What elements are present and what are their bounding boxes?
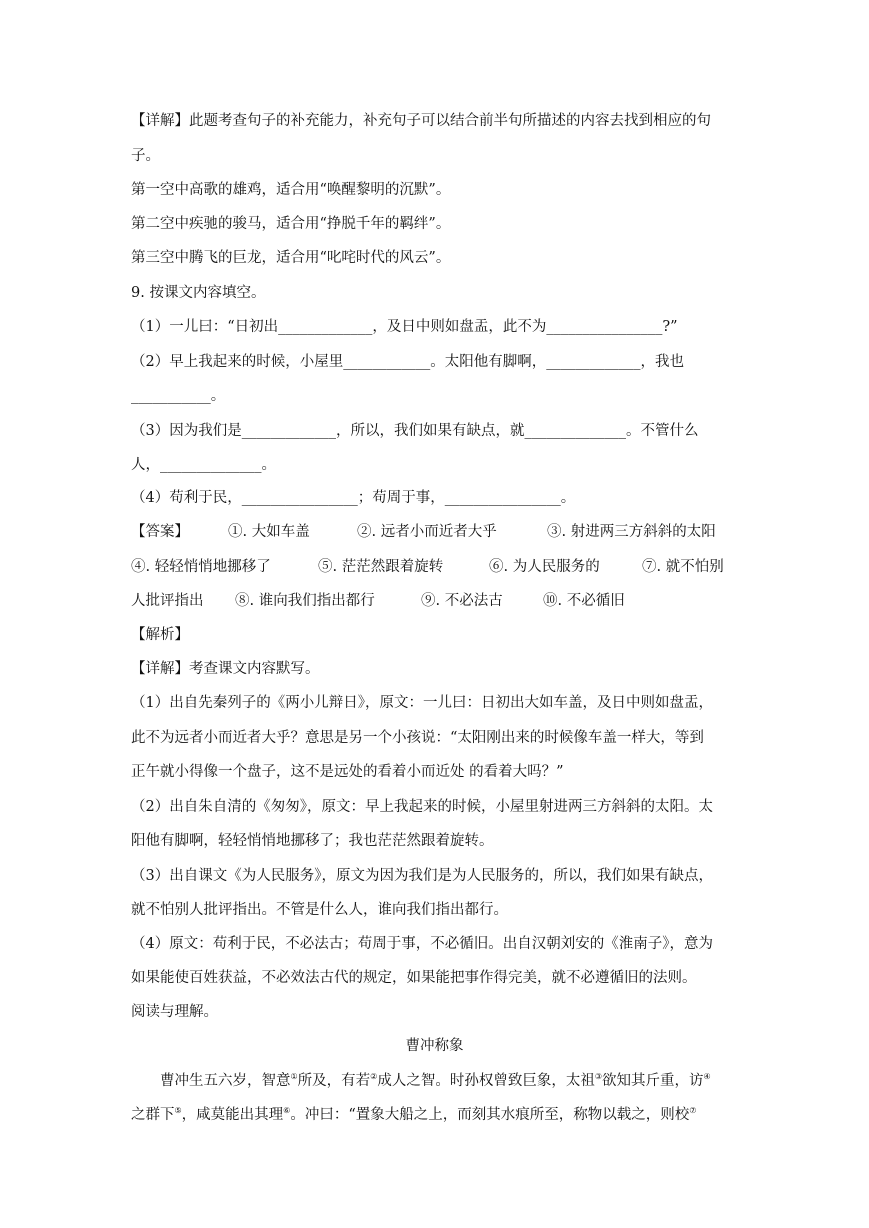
footnote-mark: ④ (703, 1072, 711, 1081)
detail-line: （1）出自先秦列子的《两小儿辩日》，原文：一儿曰：日初出大如车盖，及日中则如盘盂， (131, 695, 713, 711)
question-title: 9. 按课文内容填空。 (131, 285, 266, 301)
detail-line: （3）出自课文《为人民服务》，原文为因为我们是为人民服务的，所以，我们如果有缺点， (131, 868, 713, 884)
answer-option: ③. 射进两三方斜斜的太阳 (547, 524, 716, 540)
answer-option: 人批评指出 (131, 593, 204, 609)
answer-option: ⑨. 不必法古 (421, 593, 503, 609)
analysis-line: 第一空中高歌的雄鸡，适合用“唤醒黎明的沉默”。 (131, 182, 451, 198)
detail-line: （2）出自朱自清的《匆匆》，原文：早上我起来的时候，小屋里射进两三方斜斜的太阳。太 (131, 799, 713, 815)
answer-label: 【答案】 (131, 524, 189, 540)
answer-option: ⑤. 茫茫然跟着旋转 (318, 559, 444, 575)
analysis-label: 【解析】 (131, 627, 189, 643)
detail-line: 子。 (131, 148, 160, 164)
detail-line: 正午就小得像一个盘子，这不是远处的看着小而近处 的看着大吗？” (131, 764, 564, 780)
detail-line: 就不怕别人批评指出。不管是什么人，谁向我们指出都行。 (131, 902, 508, 918)
question-item: 人，______________。 (131, 457, 276, 473)
footnote-mark: ⑤ (174, 1106, 182, 1115)
detail-line: 阅读与理解。 (131, 1004, 218, 1020)
passage-title: 曹冲称象 (405, 1038, 464, 1054)
answer-option: ⑧. 谁向我们指出都行 (235, 593, 375, 609)
detail-line: 如果能使百姓获益，不必效法古代的规定，如果能把事作得完美，就不必遵循旧的法则。 (131, 970, 697, 986)
footnote-mark: ① (290, 1072, 298, 1081)
answer-option: ②. 远者小而近者大乎 (357, 524, 497, 540)
passage-line: 之群下⑤，咸莫能出其理⑥。冲曰：“置象大船之上，而刻其水痕所至，称物以载之，则校⑦ (131, 1106, 697, 1123)
question-item: （3）因为我们是_____________，所以，我们如果有缺点，就______________。不管什么 (131, 423, 699, 439)
question-item: （4）苟利于民，________________；苟周于事，________________。 (131, 490, 576, 506)
question-item: （1）一儿曰：“日初出_____________，及日中则如盘盂，此不为________________?” (131, 319, 678, 335)
detail-line: 【详解】此题考查句子的补充能力，补充句子可以结合前半句所描述的内容去找到相应的句 (131, 113, 711, 129)
detail-line: 【详解】考查课文内容默写。 (131, 661, 320, 677)
answer-option: ⑦. 就不怕别 (642, 559, 724, 575)
question-item: （2）早上我起来的时候，小屋里____________。太阳他有脚啊，_____________，我也 (131, 354, 684, 370)
answer-option: ①. 大如车盖 (228, 524, 310, 540)
footnote-mark: ⑦ (689, 1106, 697, 1115)
passage-line: 曹冲生五六岁，智意①所及，有若②成人之智。时孙权曾致巨象，太祖③欲知其斤重，访④ (160, 1072, 711, 1089)
analysis-line: 第二空中疾驰的骏马，适合用“挣脱千年的羁绊”。 (131, 216, 451, 232)
footnote-mark: ② (370, 1072, 378, 1081)
detail-line: （4）原文：苟利于民，不必法古；苟周于事，不必循旧。出自汉朝刘安的《淮南子》，意为 (131, 936, 713, 952)
analysis-line: 第三空中腾飞的巨龙，适合用“叱咤时代的风云”。 (131, 250, 451, 266)
answer-option: ④. 轻轻悄悄地挪移了 (131, 559, 271, 575)
footnote-mark: ③ (594, 1072, 603, 1081)
answer-option: ⑥. 为人民服务的 (489, 559, 600, 575)
answer-option: ⑩. 不必循旧 (543, 593, 625, 609)
detail-line: 此不为远者小而近者大乎？意思是另一个小孩说：“太阳刚出来的时候像车盖一样大，等到 (131, 730, 704, 746)
footnote-mark: ⑥ (283, 1106, 291, 1115)
question-item: ___________。 (131, 388, 226, 404)
detail-line: 阳他有脚啊，轻轻悄悄地挪移了；我也茫茫然跟着旋转。 (131, 833, 494, 849)
